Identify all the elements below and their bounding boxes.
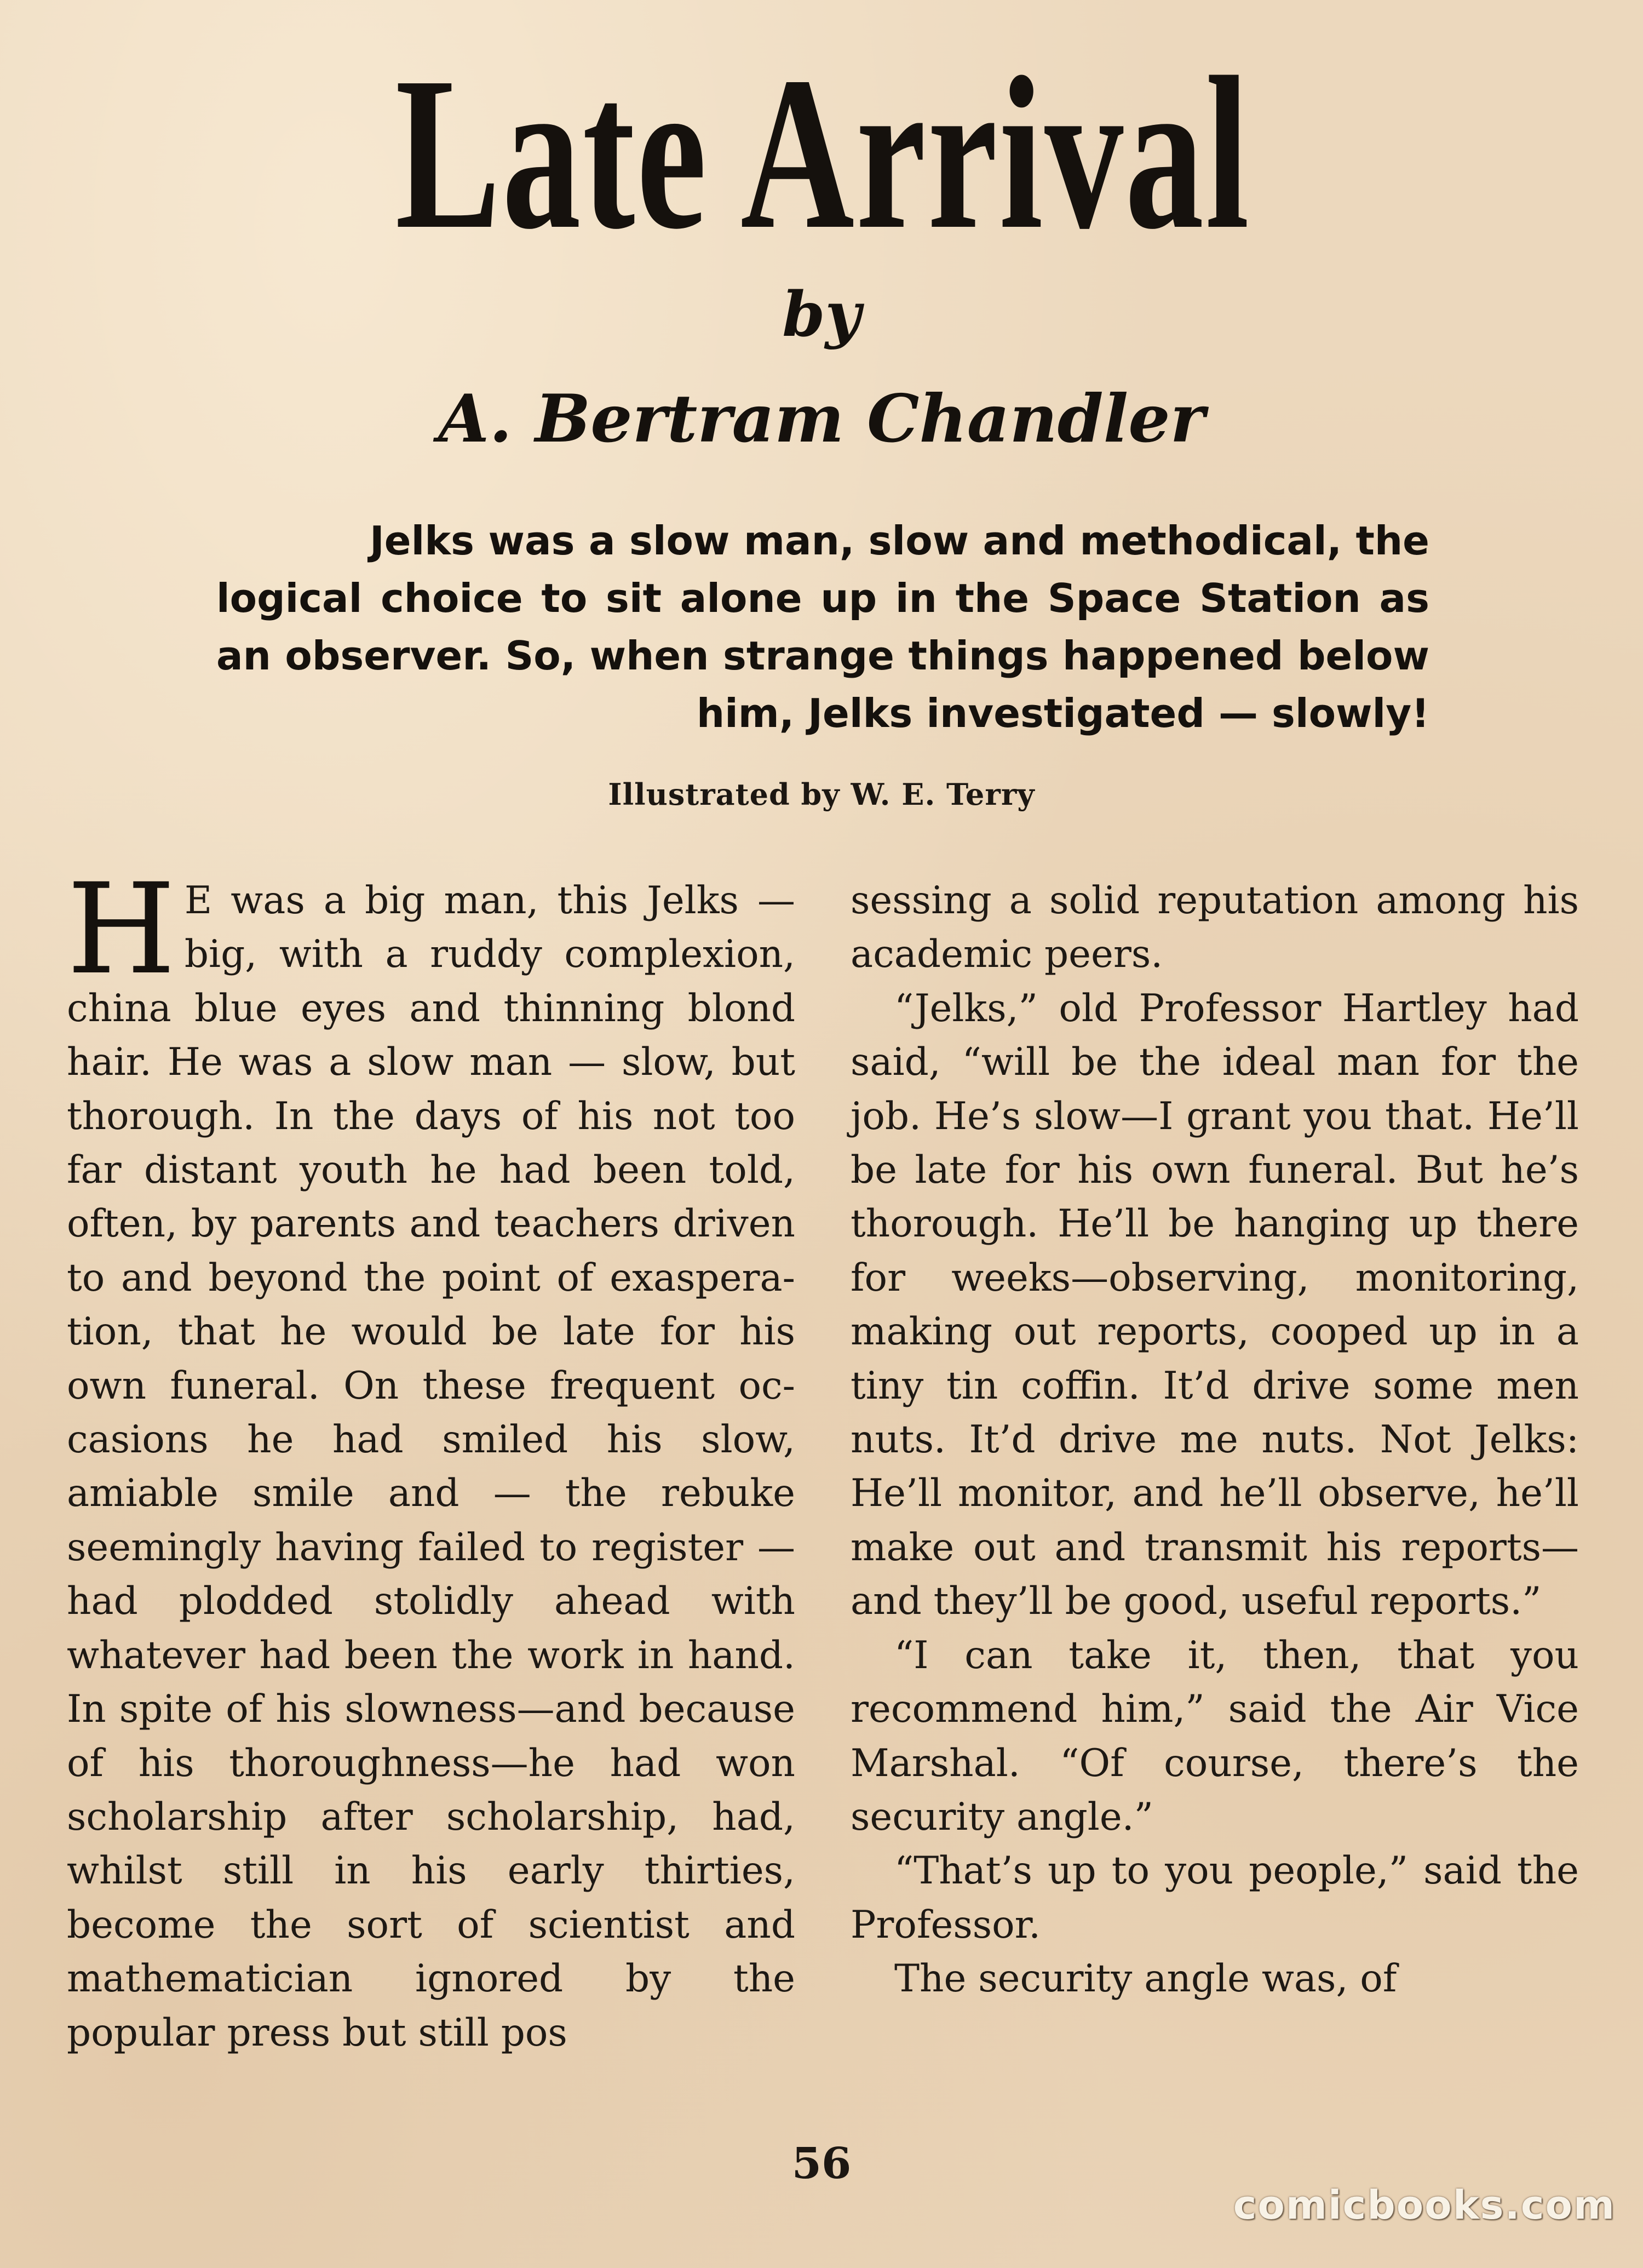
author-name: A. Bertram Chandler	[438, 380, 1205, 457]
paragraph-professor-reply: “That’s up to you people,” said the Professor.	[851, 1849, 1579, 1947]
story-title: Late Arrival	[395, 32, 1251, 274]
drop-cap: H	[67, 856, 176, 1002]
paragraph-continued: sessing a solid reputation among his academic peers.	[851, 879, 1579, 977]
body-column-left	[67, 856, 795, 2060]
story-blurb: Jelks was a slow man, slow and methodical, the logical choice to sit alone up in the Space Station as an observer. So, when strange things happened below him, Jelks investigated — slowly!	[216, 518, 1429, 736]
opening-paragraph-text: E was a big man, this Jelks — big, with a ruddy complexion, china blue eyes and thinning blond hair. He was a slow man — slow, but thorough. In the days of his not too far distant youth he had been told, often, by parents and teachers driven to and beyond the point of exasperation, that he would be late for his own funeral. On these frequent occasions he had smiled his slow, amiable smile and — the rebuke seemingly having failed to register —had plodded stolidly ahead with whatever had been the work in hand. In spite of his slowness—and because of his thoroughness—he had won scholarship after scholarship, had, whilst still in his early thirties, become the sort of scientist and mathematician ignored by the popular press but still pos	[67, 879, 795, 2055]
site-watermark: comicbooks.com	[1233, 2182, 1616, 2228]
paragraph-hartley-quote: “Jelks,” old Professor Hartley had said, “will be the ideal man for the job. He’s slow—I grant you that. He’ll be late for his own funeral. But he’s thorough. He’ll be hanging up there for weeks—observing, monitoring, making out reports, cooped up in a tiny tin coffin. It’d drive some men nuts. It’d drive me nuts. Not Jelks: He’ll monitor, and he’ll observe, he’ll make out and transmit his reports—and they’ll be good, useful reports.”	[851, 986, 1579, 1624]
illustrator-credit: Illustrated by W. E. Terry	[608, 777, 1035, 812]
page-number: 56	[791, 2139, 852, 2189]
byline-by: by	[782, 279, 861, 351]
body-column-right	[851, 874, 1579, 2006]
paragraph-security-angle: The security angle was, of	[894, 1957, 1397, 2001]
opening-paragraph	[67, 856, 795, 2060]
paragraph-air-vice-marshal: “I can take it, then, that you recommend him,” said the Air Vice Marshal. “Of course, there’s the security angle.”	[851, 1633, 1579, 1839]
